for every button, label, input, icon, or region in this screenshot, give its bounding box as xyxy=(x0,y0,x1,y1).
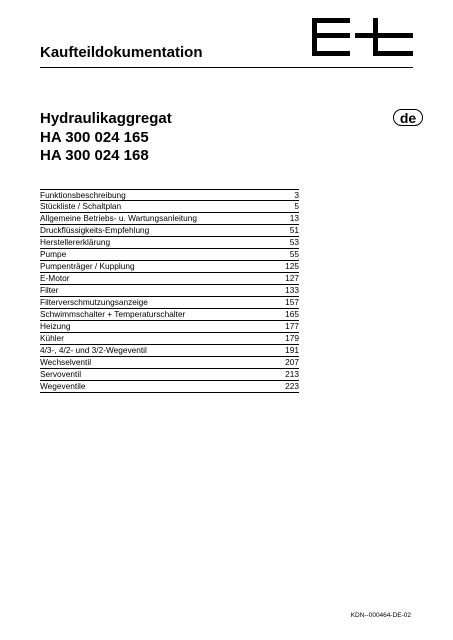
toc-row xyxy=(40,381,299,393)
toc-row xyxy=(40,285,299,297)
toc-page: 133 xyxy=(285,285,299,295)
product-heading xyxy=(40,110,172,166)
toc-page: 51 xyxy=(289,225,299,235)
toc-title: Schwimmschalter + Temperaturschalter xyxy=(40,309,186,319)
toc-row xyxy=(40,201,299,213)
toc-page: 223 xyxy=(285,381,299,391)
toc-page: 5 xyxy=(294,201,299,211)
product-name: Hydraulikaggregat xyxy=(40,110,172,127)
toc-title: Wechselventil xyxy=(40,357,92,367)
toc-page: 177 xyxy=(285,321,299,331)
toc-title: Stückliste / Schaltplan xyxy=(40,201,122,211)
toc-page: 213 xyxy=(285,369,299,379)
toc-row xyxy=(40,273,299,285)
toc-title: Pumpe xyxy=(40,249,67,259)
toc-row xyxy=(40,369,299,381)
toc-title: Heizung xyxy=(40,321,71,331)
toc-row xyxy=(40,213,299,225)
toc-page: 127 xyxy=(285,273,299,283)
toc-row xyxy=(40,237,299,249)
toc-page: 207 xyxy=(285,357,299,367)
toc-page: 3 xyxy=(294,190,299,200)
toc-title: Filter xyxy=(40,285,59,295)
toc-page: 165 xyxy=(285,309,299,319)
toc-title: Allgemeine Betriebs- u. Wartungsanleitung xyxy=(40,213,197,223)
toc-page: 125 xyxy=(285,261,299,271)
toc-row xyxy=(40,345,299,357)
et-logo xyxy=(311,14,413,60)
toc-title: Kühler xyxy=(40,333,64,343)
toc-row xyxy=(40,321,299,333)
toc-title: E-Motor xyxy=(40,273,70,283)
toc-row xyxy=(40,225,299,237)
product-number-1: HA 300 024 165 xyxy=(40,128,149,146)
toc-page: 53 xyxy=(289,237,299,247)
table-of-contents xyxy=(40,189,299,393)
language-badge: de xyxy=(393,109,423,126)
toc-row xyxy=(40,249,299,261)
toc-page: 191 xyxy=(285,345,299,355)
toc-title: Wegeventile xyxy=(40,381,86,391)
toc-page: 13 xyxy=(289,213,299,223)
toc-row xyxy=(40,297,299,309)
header-divider xyxy=(40,67,413,68)
document-code: KDN--000464-DE-02 xyxy=(350,612,411,619)
toc-title: Filterverschmutzungsanzeige xyxy=(40,297,148,307)
toc-title: Funktionsbeschreibung xyxy=(40,190,126,200)
toc-row xyxy=(40,261,299,273)
toc-title: 4/3-, 4/2- und 3/2-Wegeventil xyxy=(40,345,147,355)
toc-title: Servoventil xyxy=(40,369,82,379)
toc-page: 179 xyxy=(285,333,299,343)
toc-title: Herstellererklärung xyxy=(40,237,111,247)
toc-page: 55 xyxy=(289,249,299,259)
toc-title: Pumpenträger / Kupplung xyxy=(40,261,135,271)
toc-title: Druckflüssigkeits-Empfehlung xyxy=(40,225,150,235)
toc-row xyxy=(40,189,299,201)
toc-row xyxy=(40,357,299,369)
toc-row xyxy=(40,333,299,345)
toc-row xyxy=(40,309,299,321)
toc-page: 157 xyxy=(285,297,299,307)
document-type-title: Kaufteildokumentation xyxy=(40,44,203,61)
product-number-2: HA 300 024 168 xyxy=(40,147,149,164)
